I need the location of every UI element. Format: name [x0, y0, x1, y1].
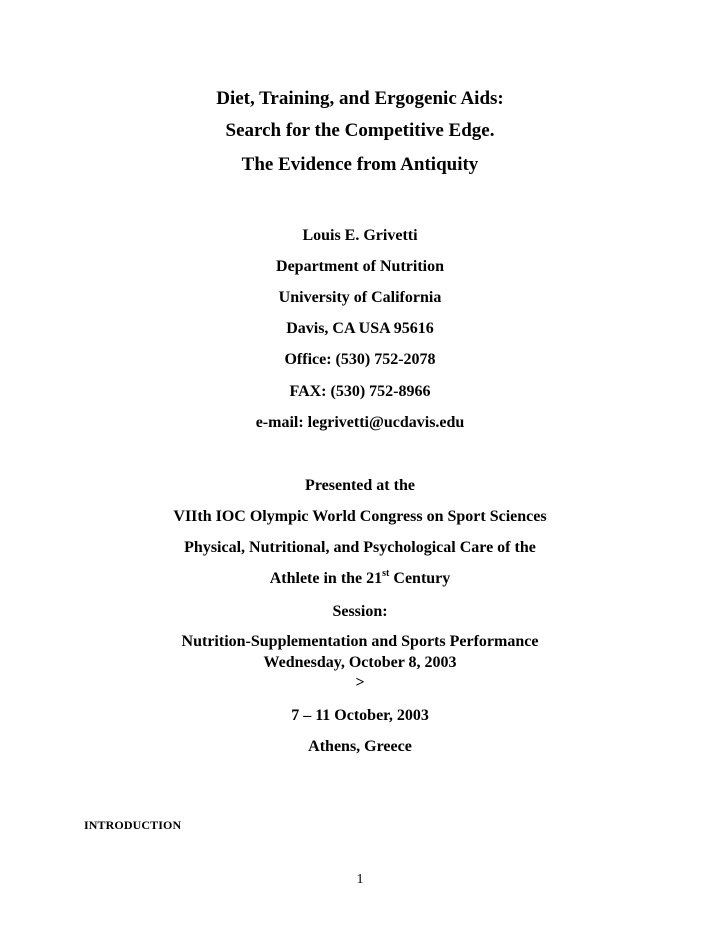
congress-dates: 7 – 11 October, 2003 [291, 707, 429, 724]
author-university: University of California [278, 289, 442, 306]
presented-at-label: Presented at the [305, 477, 415, 494]
session-label: Session: [332, 603, 388, 620]
author-city: Davis, CA USA 95616 [286, 320, 434, 337]
page-number: 1 [356, 872, 364, 887]
author-name: Louis E. Grivetti [302, 227, 418, 244]
congress-location: Athens, Greece [308, 738, 412, 755]
title-line-1: Diet, Training, and Ergogenic Aids: [216, 88, 504, 109]
author-office-phone: Office: (530) 752-2078 [284, 351, 436, 368]
athlete-suffix: Century [389, 570, 451, 587]
congress-name: VIIth IOC Olympic World Congress on Sport Sciences [173, 508, 547, 525]
title-line-3: The Evidence from Antiquity [241, 154, 479, 175]
session-marker: > [355, 674, 365, 691]
athlete-superscript: st [382, 567, 390, 579]
athlete-century-line [0, 567, 720, 588]
author-email: e-mail: legrivetti@ucdavis.edu [255, 414, 465, 431]
title-line-2: Search for the Competitive Edge. [225, 120, 495, 141]
athlete-prefix: Athlete in the 21 [269, 570, 383, 587]
care-line: Physical, Nutritional, and Psychological Care of the [184, 539, 536, 556]
session-date: Wednesday, October 8, 2003 [263, 654, 457, 671]
section-heading-introduction: INTRODUCTION [84, 818, 182, 832]
session-name: Nutrition-Supplementation and Sports Performance [181, 633, 539, 650]
author-department: Department of Nutrition [276, 258, 444, 275]
author-fax: FAX: (530) 752-8966 [289, 383, 431, 400]
